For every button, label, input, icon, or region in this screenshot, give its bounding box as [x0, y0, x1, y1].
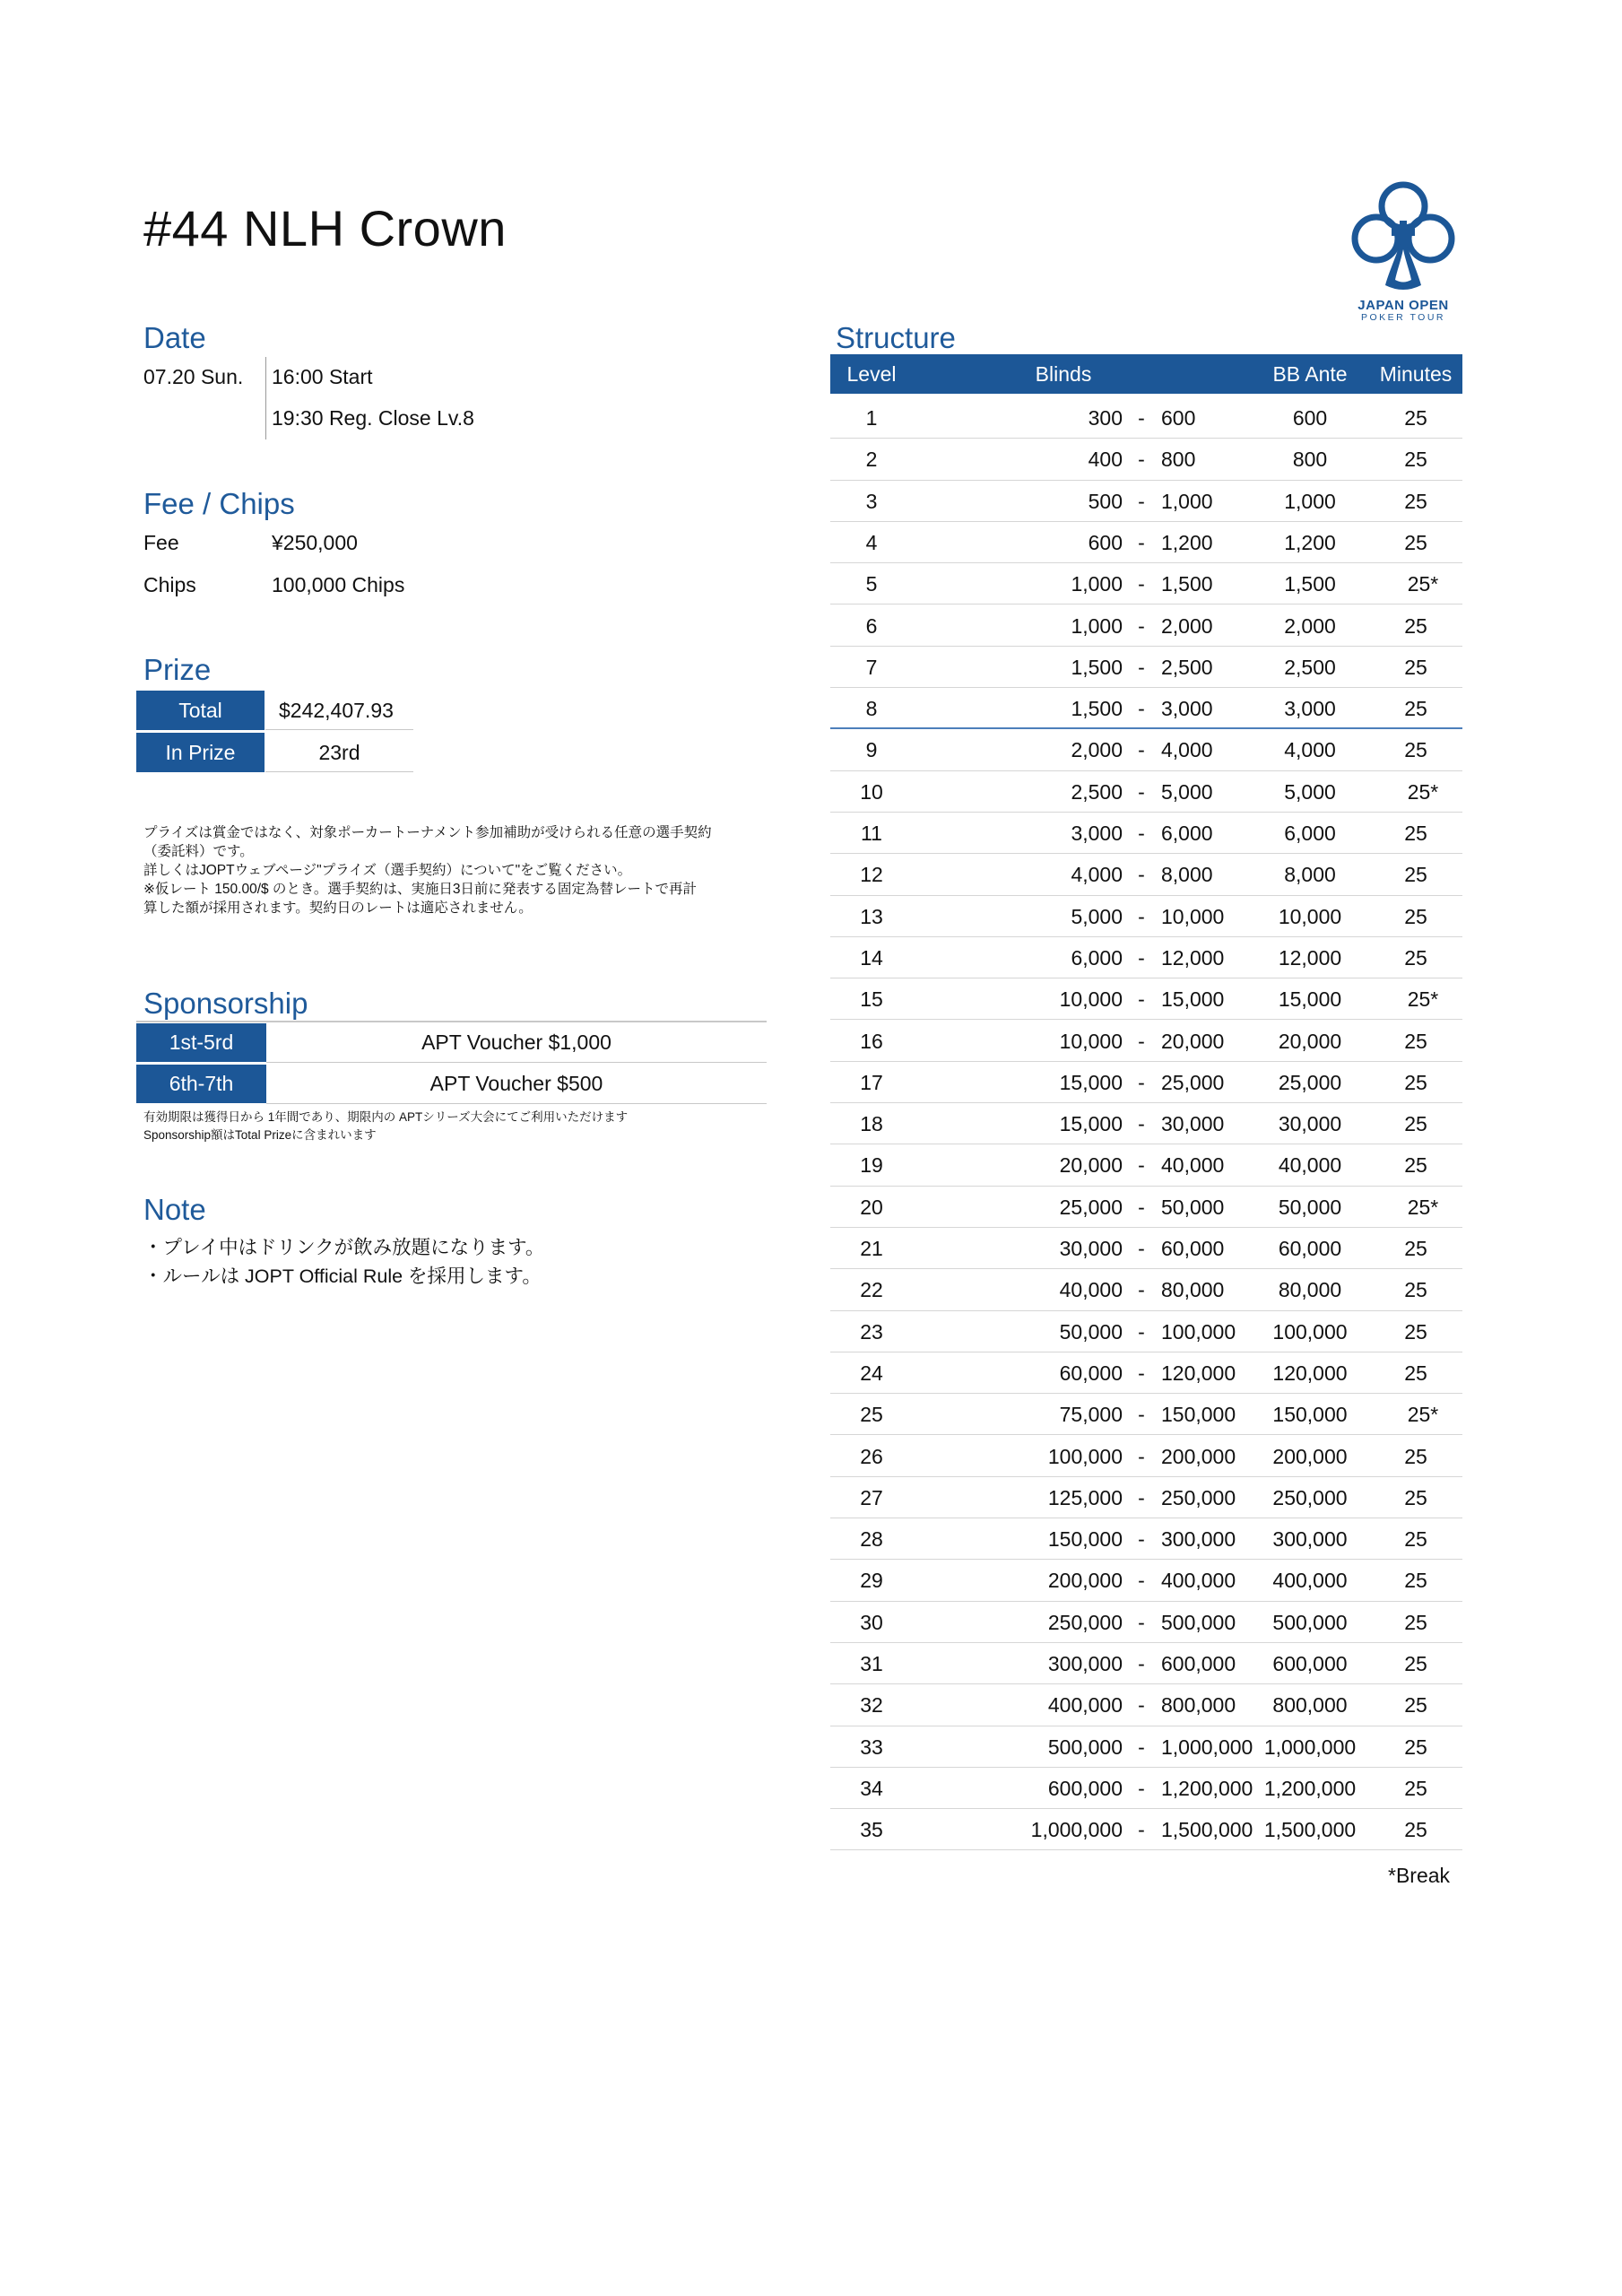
- bb-ante-cell: 1,200,000: [1263, 1776, 1357, 1800]
- big-blind-cell: 1,200: [1161, 530, 1213, 554]
- level-cell: 15: [860, 987, 883, 1012]
- structure-row: [830, 1477, 1462, 1518]
- structure-row: [830, 1643, 1462, 1684]
- structure-row: [830, 647, 1462, 688]
- big-blind-cell: 30,000: [1161, 1112, 1225, 1136]
- level-cell: 11: [861, 822, 882, 845]
- bb-ante-cell: 12,000: [1278, 945, 1342, 970]
- structure-row: [830, 1684, 1462, 1726]
- blind-separator: -: [1138, 904, 1145, 928]
- minutes-cell: 25: [1404, 1776, 1427, 1800]
- structure-header-row: [830, 354, 1462, 394]
- level-cell: 34: [860, 1776, 883, 1800]
- minutes-cell: 25: [1404, 1527, 1427, 1552]
- small-blind-cell: 15,000: [1059, 1070, 1123, 1094]
- prize-note-line: 詳しくはJOPTウェブページ"プライズ（選手契約）について"をご覧ください。: [143, 863, 632, 878]
- prize-total-label: Total: [136, 691, 265, 730]
- level-cell: 28: [860, 1527, 883, 1552]
- big-blind-cell: 6,000: [1161, 822, 1213, 845]
- bb-ante-cell: 15,000: [1278, 987, 1342, 1012]
- bb-ante-cell: 60,000: [1278, 1237, 1342, 1260]
- sponsorship-cell-1: [266, 1023, 767, 1063]
- minutes-cell: 25: [1404, 1818, 1427, 1842]
- small-blind-cell: 600,000: [1047, 1776, 1123, 1800]
- fee-chips-heading: Fee / Chips: [143, 487, 295, 520]
- note-line: ・ルールは JOPT Official Rule を採用します。: [143, 1265, 542, 1287]
- big-blind-cell: 3,000: [1161, 697, 1213, 721]
- minutes-cell: 25: [1404, 1029, 1427, 1053]
- big-blind-cell: 20,000: [1161, 1029, 1225, 1053]
- minutes-cell: 25: [1404, 1485, 1427, 1509]
- small-blind-cell: 400: [1088, 448, 1123, 472]
- bb-ante-cell: 500,000: [1272, 1610, 1348, 1634]
- level-cell: 23: [860, 1319, 883, 1344]
- level-cell: 22: [860, 1278, 883, 1302]
- level-cell: 29: [860, 1569, 883, 1593]
- small-blind-cell: 125,000: [1047, 1485, 1123, 1509]
- minutes-cell: 25: [1404, 697, 1427, 721]
- break-note: *Break: [1388, 1864, 1451, 1887]
- blind-separator: -: [1138, 1444, 1145, 1468]
- sponsorship-value-2: APT Voucher $500: [429, 1072, 603, 1095]
- fee-label: Fee: [143, 531, 179, 554]
- structure-row: [830, 688, 1462, 729]
- structure-row: [830, 771, 1462, 813]
- small-blind-cell: 15,000: [1059, 1112, 1123, 1136]
- prize-in-prize-row: [136, 733, 265, 772]
- small-blind-cell: 3,000: [1071, 822, 1123, 845]
- blind-separator: -: [1138, 448, 1145, 472]
- small-blind-cell: 1,000,000: [1030, 1818, 1123, 1842]
- blind-separator: -: [1138, 1070, 1145, 1094]
- big-blind-cell: 10,000: [1161, 904, 1225, 928]
- big-blind-cell: 800,000: [1161, 1693, 1236, 1718]
- big-blind-cell: 200,000: [1161, 1444, 1236, 1468]
- date-heading: Date: [143, 321, 206, 354]
- minutes-cell: 25: [1404, 613, 1427, 638]
- blind-separator: -: [1138, 530, 1145, 554]
- prize-total-value: $242,407.93: [279, 699, 394, 722]
- bb-ante-cell: 4,000: [1284, 738, 1336, 762]
- structure-row: [830, 397, 1462, 439]
- blind-separator: -: [1138, 655, 1145, 679]
- blind-separator: -: [1138, 1610, 1145, 1634]
- page-title: #44 NLH Crown: [143, 200, 507, 257]
- minutes-cell: 25: [1404, 1278, 1427, 1302]
- bb-ante-cell: 1,500,000: [1263, 1818, 1357, 1842]
- structure-row: [830, 854, 1462, 895]
- bb-ante-cell: 600: [1292, 406, 1328, 430]
- big-blind-cell: 500,000: [1161, 1610, 1236, 1634]
- big-blind-cell: 15,000: [1161, 987, 1225, 1012]
- structure-row: [830, 1768, 1462, 1809]
- sponsorship-heading: Sponsorship: [143, 987, 308, 1020]
- sponsorship-label-2: 6th-7th: [136, 1065, 266, 1103]
- sponsorship-top-line: [136, 1021, 767, 1022]
- blind-separator: -: [1138, 613, 1145, 638]
- big-blind-cell: 300,000: [1161, 1527, 1236, 1552]
- bb-ante-cell: 6,000: [1284, 822, 1336, 845]
- minutes-cell: 25*: [1407, 572, 1439, 596]
- small-blind-cell: 4,000: [1071, 863, 1123, 887]
- note-line: ・プレイ中はドリンクが飲み放題になります。: [143, 1237, 545, 1258]
- structure-heading: Structure: [836, 321, 956, 354]
- big-blind-cell: 800: [1161, 448, 1196, 472]
- big-blind-cell: 400,000: [1161, 1569, 1236, 1593]
- small-blind-cell: 100,000: [1047, 1444, 1123, 1468]
- level-cell: 30: [860, 1610, 883, 1634]
- note-heading: Note: [143, 1193, 206, 1226]
- blind-separator: -: [1138, 945, 1145, 970]
- bb-ante-cell: 1,200: [1284, 530, 1336, 554]
- big-blind-cell: 2,000: [1161, 613, 1213, 638]
- jopt-logo: [1345, 179, 1462, 323]
- sponsorship-cell-2: [266, 1065, 767, 1104]
- small-blind-cell: 1,500: [1071, 697, 1123, 721]
- minutes-cell: 25: [1404, 1735, 1427, 1759]
- level-cell: 20: [860, 1195, 883, 1219]
- big-blind-cell: 1,000: [1161, 489, 1213, 513]
- level-cell: 12: [860, 863, 883, 887]
- minutes-cell: 25: [1404, 530, 1427, 554]
- minutes-cell: 25: [1404, 489, 1427, 513]
- level-cell: 26: [860, 1444, 883, 1468]
- minutes-cell: 25*: [1407, 779, 1439, 804]
- structure-row: [830, 1436, 1462, 1477]
- big-blind-cell: 1,200,000: [1161, 1776, 1253, 1800]
- structure-row: [830, 1021, 1462, 1062]
- bb-ante-cell: 1,500: [1284, 572, 1336, 596]
- big-blind-cell: 4,000: [1161, 738, 1213, 762]
- minutes-cell: 25: [1404, 822, 1427, 845]
- in-prize-label: In Prize: [136, 733, 265, 772]
- small-blind-cell: 300: [1088, 406, 1123, 430]
- structure-row: [830, 729, 1462, 770]
- blind-separator: -: [1138, 1485, 1145, 1509]
- structure-row: [830, 522, 1462, 563]
- blind-separator: -: [1138, 1153, 1145, 1178]
- structure-row: [830, 896, 1462, 937]
- blind-separator: -: [1138, 822, 1145, 845]
- blind-separator: -: [1138, 1776, 1145, 1800]
- header-level: Level: [846, 362, 897, 386]
- minutes-cell: 25: [1404, 1652, 1427, 1675]
- big-blind-cell: 120,000: [1161, 1361, 1236, 1385]
- small-blind-cell: 30,000: [1059, 1237, 1123, 1260]
- small-blind-cell: 150,000: [1047, 1527, 1123, 1552]
- small-blind-cell: 2,500: [1071, 779, 1123, 804]
- small-blind-cell: 400,000: [1047, 1693, 1123, 1718]
- big-blind-cell: 8,000: [1161, 863, 1213, 887]
- note-lines: [143, 1233, 544, 1291]
- minutes-cell: 25: [1404, 1070, 1427, 1094]
- bb-ante-cell: 5,000: [1284, 779, 1336, 804]
- blind-separator: -: [1138, 1361, 1145, 1385]
- blind-separator: -: [1138, 863, 1145, 887]
- small-blind-cell: 1,000: [1071, 613, 1123, 638]
- bb-ante-cell: 3,000: [1284, 697, 1336, 721]
- blind-separator: -: [1138, 987, 1145, 1012]
- prize-note-line: プライズは賞金ではなく、対象ポーカートーナメント参加補助が受けられる任意の選手契約: [143, 825, 712, 840]
- level-cell: 16: [860, 1029, 883, 1053]
- blind-separator: -: [1138, 1237, 1145, 1260]
- minutes-cell: 25: [1404, 406, 1427, 430]
- minutes-cell: 25: [1404, 738, 1427, 762]
- bb-ante-cell: 400,000: [1272, 1569, 1348, 1593]
- bb-ante-cell: 1,000,000: [1263, 1735, 1357, 1759]
- bb-ante-cell: 2,500: [1284, 655, 1336, 679]
- level-cell: 13: [860, 904, 883, 928]
- blind-separator: -: [1138, 1569, 1145, 1593]
- header-ante: BB Ante: [1272, 362, 1348, 386]
- level-cell: 18: [860, 1112, 883, 1136]
- bb-ante-cell: 100,000: [1272, 1319, 1348, 1344]
- bb-ante-cell: 300,000: [1272, 1527, 1348, 1552]
- chips-value: 100,000 Chips: [272, 573, 405, 596]
- structure-row: [830, 1560, 1462, 1601]
- bb-ante-cell: 80,000: [1278, 1278, 1342, 1302]
- structure-row: [830, 1103, 1462, 1144]
- small-blind-cell: 500,000: [1047, 1735, 1123, 1759]
- bb-ante-cell: 30,000: [1278, 1112, 1342, 1136]
- blind-separator: -: [1138, 489, 1145, 513]
- blind-separator: -: [1138, 1652, 1145, 1675]
- level-cell: 32: [860, 1693, 883, 1718]
- big-blind-cell: 150,000: [1161, 1403, 1236, 1427]
- minutes-cell: 25: [1404, 1112, 1427, 1136]
- chips-label: Chips: [143, 573, 196, 596]
- blind-separator: -: [1138, 1112, 1145, 1136]
- logo-text-line1: JAPAN OPEN: [1357, 298, 1449, 313]
- structure-row: [830, 1394, 1462, 1435]
- structure-row: [830, 1062, 1462, 1103]
- prize-heading: Prize: [143, 653, 212, 686]
- level-cell: 27: [860, 1485, 883, 1509]
- big-blind-cell: 40,000: [1161, 1153, 1225, 1178]
- event-day: 07.20 Sun.: [143, 365, 244, 388]
- sponsorship-value-1: APT Voucher $1,000: [421, 1031, 612, 1054]
- big-blind-cell: 600: [1161, 406, 1196, 430]
- big-blind-cell: 60,000: [1161, 1237, 1225, 1260]
- level-cell: 3: [865, 489, 878, 513]
- structure-row: [830, 1144, 1462, 1186]
- structure-row: [830, 937, 1462, 978]
- structure-row: [830, 481, 1462, 522]
- minutes-cell: 25: [1404, 1444, 1427, 1468]
- small-blind-cell: 2,000: [1071, 738, 1123, 762]
- blind-separator: -: [1138, 1735, 1145, 1759]
- big-blind-cell: 1,500: [1161, 572, 1213, 596]
- blind-separator: -: [1138, 572, 1145, 596]
- structure-row: [830, 1726, 1462, 1768]
- blind-separator: -: [1138, 1195, 1145, 1219]
- structure-row: [830, 1269, 1462, 1310]
- bb-ante-cell: 50,000: [1278, 1195, 1342, 1219]
- level-cell: 33: [860, 1735, 883, 1759]
- bb-ante-cell: 250,000: [1272, 1485, 1348, 1509]
- small-blind-cell: 300,000: [1047, 1652, 1123, 1675]
- minutes-cell: 25: [1404, 945, 1427, 970]
- structure-row: [830, 1311, 1462, 1352]
- sponsorship-note-line: Sponsorship額はTotal Prizeに含まれいます: [143, 1128, 377, 1142]
- small-blind-cell: 6,000: [1071, 945, 1123, 970]
- fee-value: ¥250,000: [272, 531, 358, 554]
- minutes-cell: 25: [1404, 1361, 1427, 1385]
- minutes-cell: 25*: [1407, 987, 1439, 1012]
- structure-row: [830, 1352, 1462, 1394]
- big-blind-cell: 2,500: [1161, 655, 1213, 679]
- structure-row: [830, 563, 1462, 604]
- small-blind-cell: 5,000: [1071, 904, 1123, 928]
- small-blind-cell: 10,000: [1059, 987, 1123, 1012]
- sponsorship-label-1: 1st-5rd: [136, 1023, 266, 1062]
- level-cell: 21: [860, 1237, 883, 1260]
- level-cell: 19: [860, 1153, 883, 1178]
- level-cell: 35: [860, 1818, 883, 1842]
- sponsorship-notes: [143, 1109, 628, 1144]
- bb-ante-cell: 800: [1292, 448, 1328, 472]
- bb-ante-cell: 800,000: [1272, 1693, 1348, 1718]
- small-blind-cell: 75,000: [1059, 1403, 1123, 1427]
- minutes-cell: 25: [1404, 1569, 1427, 1593]
- bb-ante-cell: 1,000: [1284, 489, 1336, 513]
- level-cell: 4: [865, 530, 878, 554]
- structure-row: [830, 439, 1462, 480]
- small-blind-cell: 1,000: [1071, 572, 1123, 596]
- small-blind-cell: 50,000: [1059, 1319, 1123, 1344]
- big-blind-cell: 250,000: [1161, 1485, 1236, 1509]
- level-cell: 8: [865, 697, 878, 721]
- minutes-cell: 25: [1404, 655, 1427, 679]
- level-cell: 24: [860, 1361, 883, 1385]
- level-cell: 31: [860, 1652, 883, 1675]
- minutes-cell: 25*: [1407, 1195, 1439, 1219]
- structure-row: [830, 978, 1462, 1020]
- bb-ante-cell: 2,000: [1284, 613, 1336, 638]
- structure-row: [830, 1187, 1462, 1228]
- blind-separator: -: [1138, 1278, 1145, 1302]
- blind-separator: -: [1138, 1693, 1145, 1718]
- structure-row: [830, 813, 1462, 854]
- prize-total-cell: [265, 691, 413, 730]
- header-blinds: Blinds: [1035, 362, 1092, 386]
- sponsorship-note-line: 有効期限は獲得日から 1年間であり、期限内の APTシリーズ大会にてご利用いただけます: [143, 1110, 629, 1124]
- small-blind-cell: 200,000: [1047, 1569, 1123, 1593]
- small-blind-cell: 20,000: [1059, 1153, 1123, 1178]
- in-prize-value: 23rd: [318, 741, 360, 764]
- bb-ante-cell: 200,000: [1272, 1444, 1348, 1468]
- bb-ante-cell: 25,000: [1278, 1070, 1342, 1094]
- big-blind-cell: 12,000: [1161, 945, 1225, 970]
- small-blind-cell: 60,000: [1059, 1361, 1123, 1385]
- blind-separator: -: [1138, 1527, 1145, 1552]
- bb-ante-cell: 10,000: [1278, 904, 1342, 928]
- minutes-cell: 25: [1404, 1237, 1427, 1260]
- big-blind-cell: 100,000: [1161, 1319, 1236, 1344]
- big-blind-cell: 25,000: [1161, 1070, 1225, 1094]
- prize-notes: [143, 823, 712, 918]
- blind-separator: -: [1138, 1319, 1145, 1344]
- bb-ante-cell: 40,000: [1278, 1153, 1342, 1178]
- big-blind-cell: 50,000: [1161, 1195, 1225, 1219]
- logo-text-line2: POKER TOUR: [1360, 312, 1446, 323]
- level-cell: 14: [860, 945, 883, 970]
- blind-separator: -: [1138, 738, 1145, 762]
- big-blind-cell: 1,000,000: [1161, 1735, 1253, 1759]
- small-blind-cell: 10,000: [1059, 1029, 1123, 1053]
- date-divider: [265, 357, 266, 439]
- reg-close-time: 19:30 Reg. Close Lv.8: [272, 406, 474, 430]
- structure-row: [830, 605, 1462, 647]
- level-cell: 1: [865, 406, 878, 430]
- in-prize-cell: [265, 733, 413, 772]
- header-minutes: Minutes: [1379, 362, 1453, 386]
- minutes-cell: 25: [1404, 448, 1427, 472]
- small-blind-cell: 25,000: [1059, 1195, 1123, 1219]
- big-blind-cell: 600,000: [1161, 1652, 1236, 1675]
- small-blind-cell: 600: [1088, 530, 1123, 554]
- level-cell: 10: [860, 779, 883, 804]
- big-blind-cell: 80,000: [1161, 1278, 1225, 1302]
- small-blind-cell: 500: [1088, 489, 1123, 513]
- minutes-cell: 25: [1404, 1153, 1427, 1178]
- minutes-cell: 25: [1404, 1610, 1427, 1634]
- blind-separator: -: [1138, 1818, 1145, 1842]
- level-cell: 25: [860, 1403, 883, 1427]
- structure-row: [830, 1809, 1462, 1850]
- blind-separator: -: [1138, 697, 1145, 721]
- prize-note-line: （委託料）です。: [143, 844, 254, 859]
- level-cell: 6: [865, 613, 878, 638]
- small-blind-cell: 1,500: [1071, 655, 1123, 679]
- blind-separator: -: [1138, 779, 1145, 804]
- bb-ante-cell: 20,000: [1278, 1029, 1342, 1053]
- minutes-cell: 25: [1404, 1319, 1427, 1344]
- structure-row: [830, 1228, 1462, 1269]
- minutes-cell: 25: [1404, 863, 1427, 887]
- level-cell: 2: [865, 448, 878, 472]
- minutes-cell: 25*: [1407, 1403, 1439, 1427]
- small-blind-cell: 250,000: [1047, 1610, 1123, 1634]
- bb-ante-cell: 120,000: [1272, 1361, 1348, 1385]
- minutes-cell: 25: [1404, 904, 1427, 928]
- big-blind-cell: 1,500,000: [1161, 1818, 1253, 1842]
- bb-ante-cell: 600,000: [1272, 1652, 1348, 1675]
- bb-ante-cell: 8,000: [1284, 863, 1336, 887]
- blind-separator: -: [1138, 1403, 1145, 1427]
- level-cell: 7: [865, 655, 878, 679]
- level-cell: 17: [860, 1070, 883, 1094]
- level-cell: 5: [865, 572, 878, 596]
- structure-row: [830, 1602, 1462, 1643]
- structure-row: [830, 1518, 1462, 1560]
- prize-note-line: 算した額が採用されます。契約日のレートは適応されません。: [143, 900, 533, 916]
- minutes-cell: 25: [1404, 1693, 1427, 1718]
- small-blind-cell: 40,000: [1059, 1278, 1123, 1302]
- blind-separator: -: [1138, 1029, 1145, 1053]
- big-blind-cell: 5,000: [1161, 779, 1213, 804]
- bb-ante-cell: 150,000: [1272, 1403, 1348, 1427]
- level-cell: 9: [865, 738, 878, 762]
- blind-separator: -: [1138, 406, 1145, 430]
- start-time: 16:00 Start: [272, 365, 373, 388]
- prize-note-line: ※仮レート 150.00/$ のとき。選手契約は、実施日3日前に発表する固定為替レートで再計: [143, 882, 697, 897]
